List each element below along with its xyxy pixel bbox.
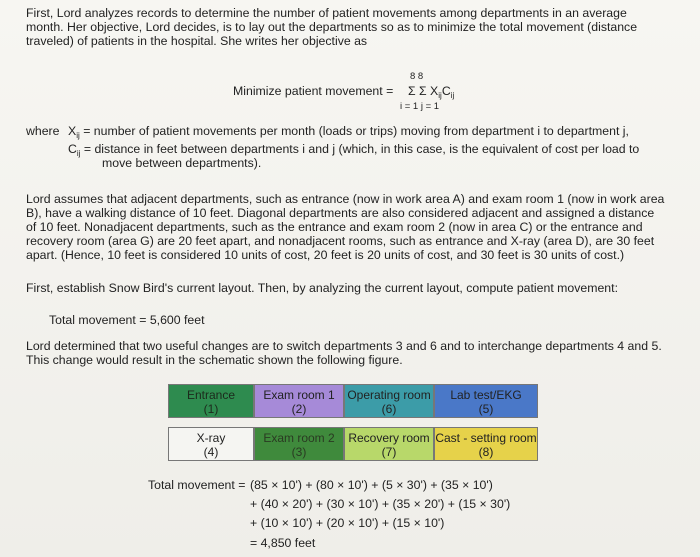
total-movement-line-2: + (40 × 20') + (30 × 10') + (35 × 20') + (15 × 30') (250, 497, 511, 511)
total-movement-current: Total movement = 5,600 feet (49, 313, 205, 327)
cell-exam-room-1: Exam room 1 (2) (254, 384, 344, 418)
intro-line-3: traveled) of patients in the hospital. She writes her objective as (26, 34, 368, 48)
objective-upper-limits: 8 8 (410, 71, 424, 82)
objective-formula: Σ Σ $X_{ij}C_{ij}$ (408, 84, 455, 100)
x-definition: $X_{ij}$ = number of patient movements per month (loads or trips) moving from department i to department j, (68, 124, 629, 140)
total-movement-label: Total movement = (148, 478, 246, 492)
intro-line-1: First, Lord analyzes records to determine the number of patient movements among departments in an average (26, 6, 627, 20)
total-movement-result: = 4,850 feet (250, 536, 316, 550)
cell-lab-test: Lab test/EKG (5) (434, 384, 538, 418)
c-definition: $C_{ij}$ = distance in feet between departments i and j (which, in this case, is the equivalent of cost per load to (68, 142, 640, 158)
assumption-line-2: B), have a walking distance of 10 feet. Diagonal departments are also considered adjacent and assigned a distance (26, 206, 655, 220)
objective-lower-limits: i = 1 j = 1 (400, 101, 440, 112)
cell-entrance: Entrance (1) (168, 384, 254, 418)
intro-line-2: month. Her objective, Lord decides, is to lay out the departments so as to minimize the total movement (distance (26, 20, 638, 34)
assumption-line-5: apart. (Hence, 10 feet is considered 10 units of cost, 20 feet is 20 units of cost, and 30 feet is 30 units of cost.) (26, 248, 625, 262)
assumption-line-3: of 10 feet. Nonadjacent departments, such as the entrance and exam room 2 (now in area C) or the entrance and (26, 220, 643, 234)
total-movement-line-1: (85 × 10') + (80 × 10') + (5 × 30') + (35 × 10') (250, 478, 493, 492)
where-label: where (26, 124, 60, 138)
objective-label: Minimize patient movement = (233, 84, 394, 98)
cell-recovery-room: Recovery room (7) (344, 427, 434, 461)
changes-line-2: This change would result in the schematic shown the following figure. (26, 353, 403, 367)
changes-line-1: Lord determined that two useful changes are to switch departments 3 and 6 and to interchange departments 4 and 5. (26, 339, 662, 353)
total-movement-line-3: + (10 × 10') + (20 × 10') + (15 × 10') (250, 516, 445, 530)
assumption-line-1: Lord assumes that adjacent departments, such as entrance (now in work area A) and exam room 1 (now in work area (26, 192, 665, 206)
cell-cast-setting-room: Cast - setting room (8) (434, 427, 538, 461)
cell-exam-room-2: Exam room 2 (3) (254, 427, 344, 461)
step-one-text: First, establish Snow Bird's current layout. Then, by analyzing the current layout, compute patient movement: (26, 281, 618, 295)
cell-operating-room: Operating room (6) (344, 384, 434, 418)
cell-x-ray: X-ray (4) (168, 427, 254, 461)
assumption-line-4: recovery room (area G) are 20 feet apart, and nonadjacent rooms, such as entrance and X-ray (area D), are 30 feet (26, 234, 655, 248)
c-definition-cont: move between departments). (102, 156, 262, 170)
